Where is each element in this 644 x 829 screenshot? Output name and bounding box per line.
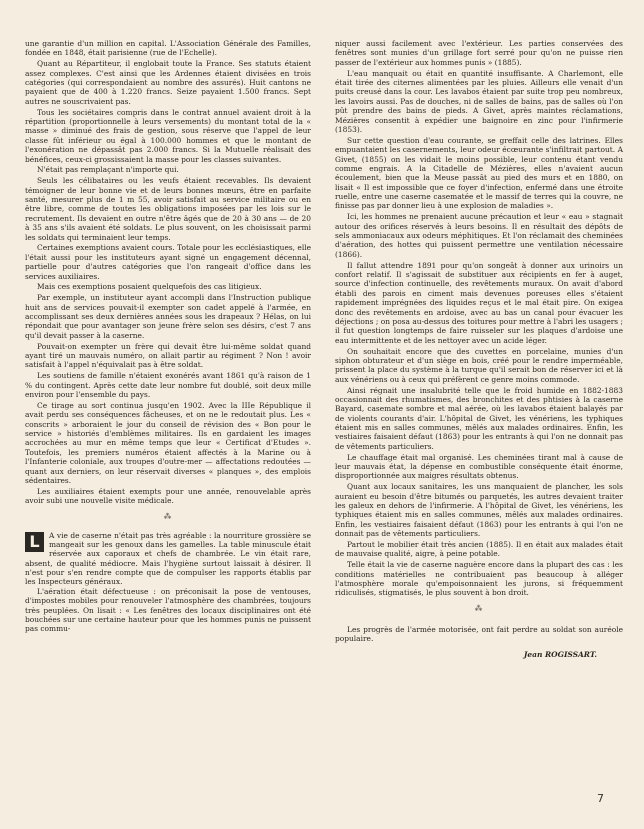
paragraph: Quant aux locaux sanitaires, les uns manquaient de plancher, les sols auraient eu besoin d'être bitumés ou parquetés, les autres devaient traiter les galeux en dehors de l'infirmerie. A l'hôpital de Givet, les vénériens, les typhiques étaient mis en salles communes, mêlés aux malades ordinaires. Enfin, les vestiaires faisaient défaut (1863) pour les entrants à qui l'on ne donnait pas de vêtements particuliers. — [335, 482, 623, 539]
paragraph: Ce tirage au sort continua jusqu'en 1902. Avec la IIIe République il avait perdu ses conséquences fâcheuses, et on ne le redoutait plus. Les « conscrits » arboraient le jour du conseil de révision des « Bon pour le service » historiés d'emblèmes militaires. Ils en gardaient les images accrochées au mur en même temps que leur « Certificat d'Etudes ». Toutefois, les premiers numéros étaient affectés à la Marine ou à l'Infanterie coloniale, aux troupes d'outre-mer — affectations redoutées — quant aux derniers, on leur réservait diverses « planques », des emplois sédentaires. — [25, 400, 311, 485]
author-signature: Jean ROGISSART. — [523, 649, 597, 659]
paragraph: N'était pas remplaçant n'importe qui. — [37, 165, 179, 175]
paragraph: Il fallut attendre 1891 pour qu'on songeât à donner aux urinoirs un confort relatif. Il s'agissait de substituer aux récipients en fer à auget, source d'infection continuelle, des revêtements muraux. On avait d'abord établi des parois en ciment mais devenues poreuses elles s'étaient rapidement imprégnées des liquides reçus et le mal était pire. On exigea donc des revêtements en ardoise, avec au bas un canal pour évacuer les déjections ; on posa au-dessus des toitures pour mettre à l'abri les usagers ; il fut question longtemps de faire ruisseler sur les plaques d'ardoise une eau intermittente et de les nettoyer avec un acide léger. — [335, 260, 623, 345]
paragraph: une garantie d'un million en capital. L'Association Générale des Familles, fondée en 1848, était parisienne (rue de l'Echelle). — [25, 39, 311, 58]
right-column — [335, 39, 623, 659]
paragraph: Les soutiens de famille n'étaient exonérés avant 1861 qu'à raison de 1 % du contingent. Après cette date leur nombre fut doublé, soit deux mille environ pour l'ensemble du pays. — [25, 371, 311, 399]
section-separator: ⁂ — [163, 511, 173, 521]
paragraph: Telle était la vie de caserne naguère encore dans la plupart des cas : les conditions matérielles ne contribuaient pas beaucoup à alléger l'atmosphère morale qu'empoisonnaient les jurons, si fréquemment ridiculisés, stigmatisés, le plus souvent à bon droit. — [335, 560, 623, 598]
paragraph: A vie de caserne n'était pas très agréable : la nourriture grossière se mangeait sur les genoux dans les gamelles. La table minuscule était réservée aux caporaux et chefs de chambrée. Le vin était rare, absent, de qualité médiocre. Mais l'hygiène surtout laissait à désirer. Il n'est pour s'en rendre compte que de compulser les rapports établis par les Inspecteurs généraux. — [25, 530, 311, 587]
paragraph: Les auxiliaires étaient exempts pour une année, renouvelable après avoir subi une nouvelle visite médicale. — [25, 486, 311, 506]
paragraph: Ainsi régnait une insalubrité telle que le froid humide en 1882-1883 occasionnait des rhumatismes, des bronchites et des phtisies à la caserne Bayard, casemate sombre et mal aérée, où les lavabos étaient balayés par de violents courants d'air. L'hôpital de Givet, les vénériens, les typhiques étaient mis en salles communes, mêlés aux malades ordinaires. Enfin, les vestiaires faisaient défaut (1863) pour les entrants à qui l'on ne donnait pas de vêtements particuliers. — [335, 385, 623, 451]
paragraph: Pouvait-on exempter un frère qui devait être lui-même soldat quand ayant tiré un mauvais numéro, on allait partir au régiment ? Non ! avoir satisfait à l'appel n'équivalait pas à être soldat. — [25, 341, 311, 370]
section-start — [25, 531, 311, 587]
paragraph: Mais ces exemptions posaient quelquefois des cas litigieux. — [37, 282, 262, 292]
paragraph: Le chauffage était mal organisé. Les cheminées tirant mal à cause de leur mauvais état, la dépense en combustible conséquente était énorme, disproportionnée aux maigres résultats obtenus. — [335, 452, 623, 481]
section-separator: ⁂ — [474, 603, 484, 613]
drop-cap: L — [25, 532, 44, 552]
paragraph: On souhaitait encore que des cuvettes en porcelaine, munies d'un siphon obturateur et d'un siège en bois, créé pour le rendre imperméable, prissent la place du système à la turque qu'il serait bon de réserver ici et là aux vénériens ou à ceux qui préfèrent ce genre moins commode. — [335, 346, 623, 384]
paragraph: Ici, les hommes ne prenaient aucune précaution et leur « eau » stagnait autour des orifices réservés à leurs besoins. Il en résultait des dépôts de sels ammoniacaux aux odeurs méphitiques. Et l'on réclamait des cheminées d'aération, des hottes qui puissent permettre une ventilation nécessaire (1866). — [335, 212, 623, 259]
paragraph: Tous les sociétaires compris dans le contrat annuel avaient droit à la répartition (proportionnelle à leurs versements) du montant total de la « masse » diminué des frais de gestion, sous réserve que l'appel de leur classe fût inférieur ou égal à 100.000 hommes et que le montant de l'exonération ne dépassât pas 2.000 francs. Si la Mutuelle réalisait des bénéfices, ceux-ci grossissaient la masse pour les classes suivantes. — [25, 107, 311, 164]
paragraph: Seuls les célibataires ou les veufs étaient recevables. Ils devaient témoigner de leur bonne vie et de leurs bonnes mœurs, être en parfaite santé, mesurer plus de 1 m 55, avoir satisfait au service militaire ou en être libre, comme de toutes les obligations imposées par les lois sur le recrutement. Ils devaient en outre n'être âgés que de 20 à 30 ans — de 20 à 35 ans s'ils avaient été soldats. Le plus souvent, on les choisissait parmi les soldats qui terminaient leur temps. — [25, 176, 311, 242]
paragraph: Par exemple, un instituteur ayant accompli dans l'Instruction publique huit ans de services pouvait-il exempter son cadet appelé à l'armée, en accomplissant ses deux dernières années sous les drapeaux ? Hélas, on lui répondait que pour avantager son jeune frère selon ses désirs, c'est 7 ans qu'il devait passer à la caserne. — [25, 293, 311, 340]
paragraph: niquer aussi facilement avec l'extérieur. Les parties conservées des fenêtres sont munies d'un grillage fort serré pour qu'on ne puisse rien passer de l'extérieur aux hommes punis » (1885). — [335, 39, 623, 67]
left-column — [25, 39, 311, 634]
paragraph: Quant au Répartiteur, il englobait toute la France. Ses statuts étaient assez complexes. C'est ainsi que les Ardennes étaient divisées en trois catégories (qui correspondaient au nombre des assurés). Huit cantons ne payaient que de 400 à 1.220 francs. Seize payaient 1.500 francs. Sept autres ne souscrivaient pas. — [25, 59, 311, 106]
paragraph: L'aération était défectueuse : on préconisait la pose de ventouses, d'impostes mobiles pour renouveler l'atmosphère des chambrées, toujours très peuplées. On lisait : « Les fenêtres des locaux disciplinaires ont été bouchées sur une certaine hauteur pour que les hommes punis ne puissent pas commu- — [25, 586, 311, 634]
paragraph: Partout le mobilier était très ancien (1885). Il en était aux malades était de mauvaise qualité, aigre, à peine potable. — [335, 540, 623, 559]
closing-paragraph: Les progrès de l'armée motorisée, ont fait perdre au soldat son auréole populaire. — [335, 624, 623, 644]
paragraph: L'eau manquait ou était en quantité insuffisante. A Charlemont, elle était tirée des citernes alimentées par les pluies. Ailleurs elle venait d'un puits creusé dans la cour. Les lavabos étaient par suite trop peu nombreux, les lavoirs aussi. Pas de douches, ni de salles de bains, pas de salles où l'on pût prendre des bains de pieds. A Givet, après maintes réclamations, Mézières consentit à expédier une baignoire en zinc pour l'infirmerie (1853). — [335, 68, 623, 134]
paragraph: Sur cette question d'eau courante, se greffait celle des latrines. Elles empuantaient les casernements, leur odeur écœurante s'infiltrait partout. A Givet, (1855) on les vidait le moins possible, leur contenu étant vendu comme engrais. A la Citadelle de Mézières, elles n'avaient aucun écoulement, bien que la Meuse passât au pied des murs et en 1880, on lisait « Il est impossible que ce foyer d'infection, enfermé dans une étroite ruelle, entre une caserne casematée et le massif de terres qui la couvre, ne finisse pas par donner lieu à une explosion de maladies ». — [335, 135, 623, 211]
page-number: 7 — [597, 792, 604, 805]
paragraph: Certaines exemptions avaient cours. Totale pour les ecclésiastiques, elle l'était aussi pour les instituteurs ayant signé un engagement décennal, partielle pour d'autres catégories que l'on rangeait d'office dans les services auxiliaires. — [25, 243, 311, 281]
